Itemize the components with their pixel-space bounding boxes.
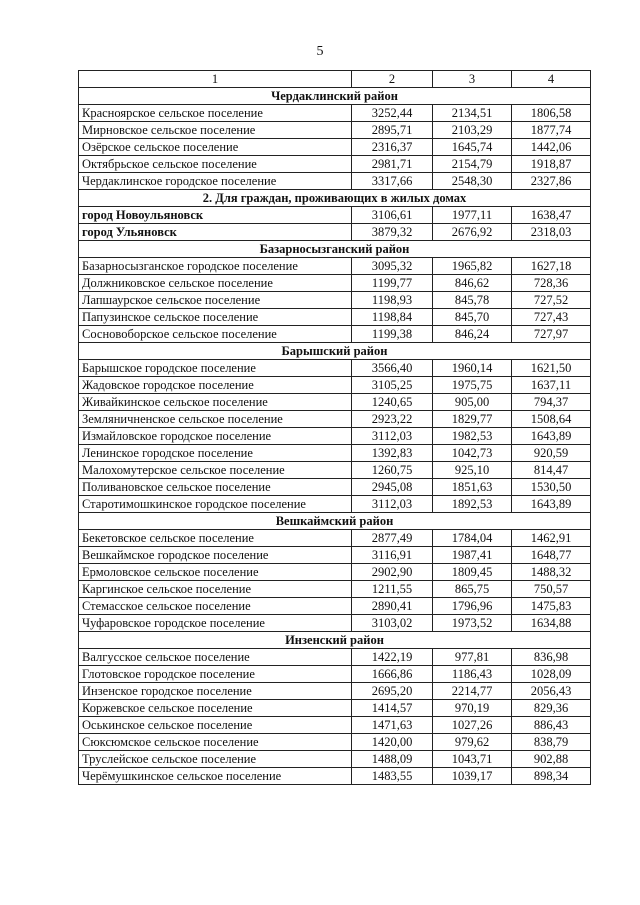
value-col-4: 1475,83: [512, 598, 591, 615]
value-col-2: 2695,20: [352, 683, 433, 700]
settlement-name: Сосновоборское сельское поселение: [79, 326, 352, 343]
value-col-2: 3112,03: [352, 428, 433, 445]
table-row: [79, 156, 591, 173]
value-col-3: 1796,96: [433, 598, 512, 615]
table-row: [79, 360, 591, 377]
settlement-name: Живайкинское сельское поселение: [79, 394, 352, 411]
value-col-3: 1975,75: [433, 377, 512, 394]
value-col-3: 2154,79: [433, 156, 512, 173]
value-col-2: 1471,63: [352, 717, 433, 734]
value-col-2: 3317,66: [352, 173, 433, 190]
value-col-4: 1806,58: [512, 105, 591, 122]
value-col-3: 2214,77: [433, 683, 512, 700]
value-col-4: 829,36: [512, 700, 591, 717]
value-col-4: 1648,77: [512, 547, 591, 564]
value-col-2: 1420,00: [352, 734, 433, 751]
value-col-2: 2981,71: [352, 156, 433, 173]
table-row: [79, 581, 591, 598]
section-title: Барышский район: [79, 343, 591, 360]
value-col-3: 2548,30: [433, 173, 512, 190]
section-row: [79, 190, 591, 207]
settlement-name: Октябрьское сельское поселение: [79, 156, 352, 173]
value-col-4: 1442,06: [512, 139, 591, 156]
tariff-table: [78, 70, 591, 785]
settlement-name: Сюксюмское сельское поселение: [79, 734, 352, 751]
page-number: 5: [316, 44, 324, 59]
value-col-2: 2890,41: [352, 598, 433, 615]
value-col-2: 3105,25: [352, 377, 433, 394]
table-row: [79, 530, 591, 547]
settlement-name: город Ульяновск: [79, 224, 352, 241]
settlement-name: Ермоловское сельское поселение: [79, 564, 352, 581]
table-row: [79, 683, 591, 700]
header-row: [79, 71, 591, 88]
table-row: [79, 700, 591, 717]
settlement-name: Вешкаймское городское поселение: [79, 547, 352, 564]
table-row: [79, 666, 591, 683]
value-col-2: 2902,90: [352, 564, 433, 581]
value-col-2: 1240,65: [352, 394, 433, 411]
table-row: [79, 258, 591, 275]
section-title: Вешкаймский район: [79, 513, 591, 530]
value-col-4: 836,98: [512, 649, 591, 666]
value-col-2: 1392,83: [352, 445, 433, 462]
value-col-2: 3879,32: [352, 224, 433, 241]
section-row: [79, 513, 591, 530]
value-col-3: 845,70: [433, 309, 512, 326]
value-col-2: 1488,09: [352, 751, 433, 768]
table-row: [79, 224, 591, 241]
settlement-name: Глотовское городское поселение: [79, 666, 352, 683]
value-col-3: 845,78: [433, 292, 512, 309]
table-row: [79, 326, 591, 343]
value-col-3: 1965,82: [433, 258, 512, 275]
table-row: [79, 411, 591, 428]
value-col-3: 1987,41: [433, 547, 512, 564]
value-col-2: 1211,55: [352, 581, 433, 598]
value-col-2: 3116,91: [352, 547, 433, 564]
settlement-name: Стемасское сельское поселение: [79, 598, 352, 615]
value-col-2: 1199,77: [352, 275, 433, 292]
value-col-4: 750,57: [512, 581, 591, 598]
settlement-name: Барышское городское поселение: [79, 360, 352, 377]
value-col-3: 865,75: [433, 581, 512, 598]
value-col-2: 1422,19: [352, 649, 433, 666]
section-title: Чердаклинский район: [79, 88, 591, 105]
value-col-2: 2895,71: [352, 122, 433, 139]
table-row: [79, 649, 591, 666]
value-col-4: 794,37: [512, 394, 591, 411]
table-row: [79, 445, 591, 462]
table-row: [79, 377, 591, 394]
value-col-4: 727,52: [512, 292, 591, 309]
settlement-name: Ленинское городское поселение: [79, 445, 352, 462]
table-row: [79, 547, 591, 564]
settlement-name: Лапшаурское сельское поселение: [79, 292, 352, 309]
settlement-name: Чуфаровское городское поселение: [79, 615, 352, 632]
table-row: [79, 734, 591, 751]
section-row: [79, 88, 591, 105]
value-col-2: 2877,49: [352, 530, 433, 547]
section-title: Инзенский район: [79, 632, 591, 649]
value-col-3: 2134,51: [433, 105, 512, 122]
value-col-2: 3112,03: [352, 496, 433, 513]
table-row: [79, 122, 591, 139]
value-col-3: 1892,53: [433, 496, 512, 513]
table-row: [79, 768, 591, 785]
section-title: Базарносызганский район: [79, 241, 591, 258]
value-col-2: 3095,32: [352, 258, 433, 275]
settlement-name: Бекетовское сельское поселение: [79, 530, 352, 547]
value-col-2: 1414,57: [352, 700, 433, 717]
value-col-4: 1643,89: [512, 496, 591, 513]
value-col-3: 1039,17: [433, 768, 512, 785]
table-row: [79, 292, 591, 309]
value-col-3: 905,00: [433, 394, 512, 411]
value-col-4: 1918,87: [512, 156, 591, 173]
table-row: [79, 598, 591, 615]
settlement-name: город Новоульяновск: [79, 207, 352, 224]
settlement-name: Чердаклинское городское поселение: [79, 173, 352, 190]
value-col-3: 1043,71: [433, 751, 512, 768]
table-row: [79, 751, 591, 768]
header-cell-2: 2: [352, 71, 433, 88]
table-row: [79, 207, 591, 224]
value-col-2: 2923,22: [352, 411, 433, 428]
value-col-2: 3103,02: [352, 615, 433, 632]
settlement-name: Труслейское сельское поселение: [79, 751, 352, 768]
settlement-name: Папузинское сельское поселение: [79, 309, 352, 326]
value-col-4: 727,97: [512, 326, 591, 343]
value-col-3: 1829,77: [433, 411, 512, 428]
table-row: [79, 428, 591, 445]
settlement-name: Измайловское городское поселение: [79, 428, 352, 445]
value-col-4: 814,47: [512, 462, 591, 479]
table-row: [79, 139, 591, 156]
table-row: [79, 479, 591, 496]
value-col-3: 846,62: [433, 275, 512, 292]
header-cell-1: 1: [79, 71, 352, 88]
settlement-name: Базарносызганское городское поселение: [79, 258, 352, 275]
value-col-4: 2327,86: [512, 173, 591, 190]
value-col-3: 1973,52: [433, 615, 512, 632]
value-col-3: 1027,26: [433, 717, 512, 734]
value-col-2: 1199,38: [352, 326, 433, 343]
value-col-3: 1042,73: [433, 445, 512, 462]
value-col-4: 1634,88: [512, 615, 591, 632]
value-col-2: 1483,55: [352, 768, 433, 785]
value-col-3: 977,81: [433, 649, 512, 666]
table-row: [79, 105, 591, 122]
value-col-2: 2316,37: [352, 139, 433, 156]
settlement-name: Коржевское сельское поселение: [79, 700, 352, 717]
settlement-name: Озёрское сельское поселение: [79, 139, 352, 156]
value-col-3: 1186,43: [433, 666, 512, 683]
settlement-name: Каргинское сельское поселение: [79, 581, 352, 598]
section-row: [79, 241, 591, 258]
settlement-name: Поливановское сельское поселение: [79, 479, 352, 496]
value-col-4: 838,79: [512, 734, 591, 751]
settlement-name: Старотимошкинское городское поселение: [79, 496, 352, 513]
value-col-3: 979,62: [433, 734, 512, 751]
settlement-name: Инзенское городское поселение: [79, 683, 352, 700]
table-row: [79, 717, 591, 734]
settlement-name: Малохомутерское сельское поселение: [79, 462, 352, 479]
value-col-3: 1784,04: [433, 530, 512, 547]
value-col-2: 3566,40: [352, 360, 433, 377]
value-col-2: 1198,93: [352, 292, 433, 309]
value-col-4: 886,43: [512, 717, 591, 734]
table-row: [79, 173, 591, 190]
value-col-3: 846,24: [433, 326, 512, 343]
value-col-4: 728,36: [512, 275, 591, 292]
value-col-4: 1643,89: [512, 428, 591, 445]
value-col-3: 2103,29: [433, 122, 512, 139]
table-row: [79, 496, 591, 513]
value-col-4: 2318,03: [512, 224, 591, 241]
section-title: 2. Для граждан, проживающих в жилых домах: [79, 190, 591, 207]
value-col-4: 902,88: [512, 751, 591, 768]
settlement-name: Должниковское сельское поселение: [79, 275, 352, 292]
table-row: [79, 564, 591, 581]
header-cell-4: 4: [512, 71, 591, 88]
value-col-4: 1621,50: [512, 360, 591, 377]
value-col-4: 1508,64: [512, 411, 591, 428]
value-col-4: 1638,47: [512, 207, 591, 224]
settlement-name: Валгусское сельское поселение: [79, 649, 352, 666]
value-col-3: 1809,45: [433, 564, 512, 581]
value-col-2: 2945,08: [352, 479, 433, 496]
section-row: [79, 343, 591, 360]
value-col-2: 1666,86: [352, 666, 433, 683]
table-row: [79, 309, 591, 326]
value-col-2: 3252,44: [352, 105, 433, 122]
value-col-4: 727,43: [512, 309, 591, 326]
table-row: [79, 275, 591, 292]
value-col-3: 1982,53: [433, 428, 512, 445]
value-col-4: 2056,43: [512, 683, 591, 700]
table-row: [79, 462, 591, 479]
value-col-4: 1462,91: [512, 530, 591, 547]
value-col-2: 1198,84: [352, 309, 433, 326]
table-row: [79, 394, 591, 411]
value-col-3: 1977,11: [433, 207, 512, 224]
value-col-3: 970,19: [433, 700, 512, 717]
value-col-2: 1260,75: [352, 462, 433, 479]
settlement-name: Черёмушкинское сельское поселение: [79, 768, 352, 785]
header-cell-3: 3: [433, 71, 512, 88]
value-col-4: 1028,09: [512, 666, 591, 683]
settlement-name: Жадовское городское поселение: [79, 377, 352, 394]
value-col-4: 898,34: [512, 768, 591, 785]
value-col-4: 920,59: [512, 445, 591, 462]
value-col-2: 3106,61: [352, 207, 433, 224]
section-row: [79, 632, 591, 649]
value-col-4: 1877,74: [512, 122, 591, 139]
value-col-3: 1645,74: [433, 139, 512, 156]
settlement-name: Красноярское сельское поселение: [79, 105, 352, 122]
value-col-3: 1960,14: [433, 360, 512, 377]
table-body: [79, 71, 591, 785]
value-col-4: 1488,32: [512, 564, 591, 581]
value-col-4: 1530,50: [512, 479, 591, 496]
value-col-3: 1851,63: [433, 479, 512, 496]
value-col-3: 2676,92: [433, 224, 512, 241]
settlement-name: Мирновское сельское поселение: [79, 122, 352, 139]
settlement-name: Оськинское сельское поселение: [79, 717, 352, 734]
settlement-name: Земляничненское сельское поселение: [79, 411, 352, 428]
value-col-4: 1637,11: [512, 377, 591, 394]
table-row: [79, 615, 591, 632]
value-col-4: 1627,18: [512, 258, 591, 275]
value-col-3: 925,10: [433, 462, 512, 479]
